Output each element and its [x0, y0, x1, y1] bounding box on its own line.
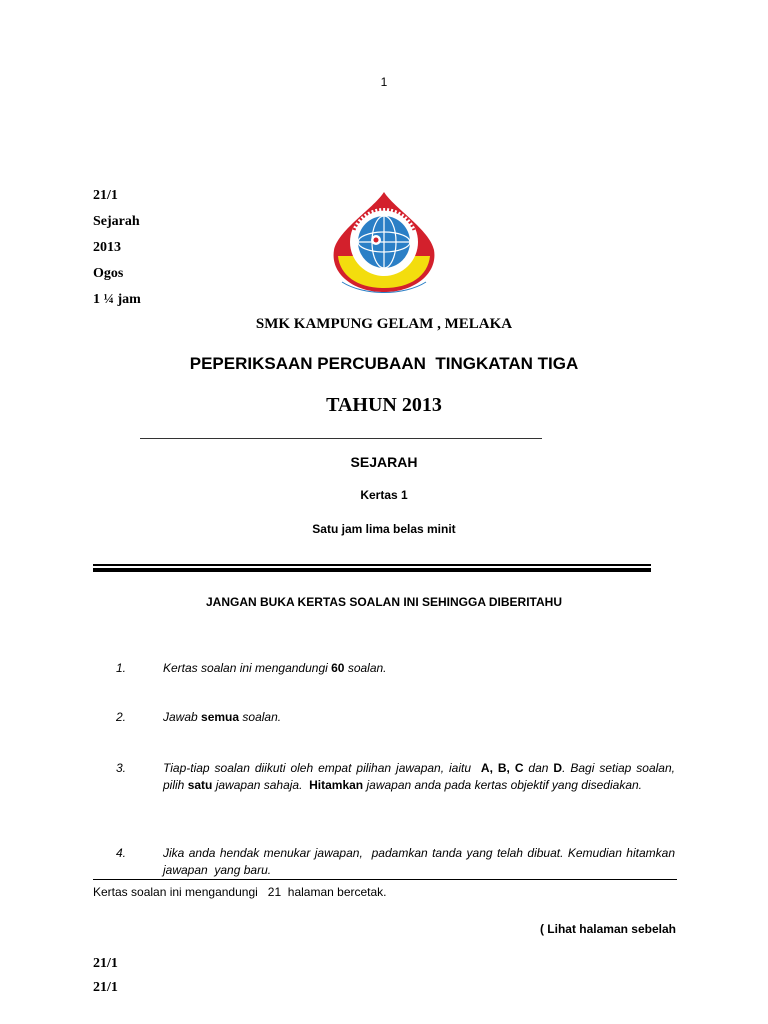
next-page-note: ( Lihat halaman sebelah — [539, 922, 676, 936]
paper-label: Kertas 1 — [360, 488, 408, 502]
instruction-number: 3. — [116, 761, 127, 775]
instruction-text: Kertas soalan ini mengandungi 60 soalan. — [163, 661, 387, 675]
exam-title: PEPERIKSAAN PERCUBAAN TINGKATAN TIGA — [189, 354, 579, 373]
year-label: 2013 — [93, 240, 121, 255]
paper-code: 21/1 — [93, 188, 118, 203]
school-name: SMK KAMPUNG GELAM , MELAKA — [255, 316, 513, 332]
divider-thick-bottom — [93, 568, 651, 572]
page-number: 1 — [380, 75, 388, 89]
instruction-number: 1. — [116, 661, 127, 675]
exam-year: TAHUN 2013 — [326, 394, 442, 416]
subject-heading: SEJARAH — [350, 454, 418, 470]
footer-code: 21/1 — [93, 980, 118, 995]
subject-label: Sejarah — [93, 214, 140, 229]
page-count-note: Kertas soalan ini mengandungi 21 halaman bercetak. — [93, 885, 387, 899]
instruction-number: 2. — [116, 710, 127, 724]
footer-code: 21/1 — [93, 956, 118, 971]
instruction-text: Jika anda hendak menukar jawapan, padamkan tanda yang telah dibuat. Kemudian hitamkan jawapan yang baru. — [163, 846, 679, 877]
footer-divider — [93, 879, 677, 880]
divider-thick-top — [93, 564, 651, 566]
school-logo — [328, 190, 440, 298]
warning-text: JANGAN BUKA KERTAS SOALAN INI SEHINGGA DIBERITAHU — [205, 595, 562, 609]
month-label: Ogos — [93, 266, 124, 281]
duration-label: 1 ¼ jam — [93, 292, 141, 307]
duration-text: Satu jam lima belas minit — [312, 522, 456, 536]
instruction-text: Tiap-tiap soalan diikuti oleh empat pilihan jawapan, iaitu A, B, C dan D. Bagi setiap soalan, pilih satu jawapan sahaja. Hitamkan jawapan anda pada kertas objektif yang disediakan. — [163, 761, 682, 792]
instruction-number: 4. — [116, 846, 127, 860]
title-divider — [140, 438, 542, 439]
instruction-text: Jawab semua soalan. — [163, 710, 282, 724]
